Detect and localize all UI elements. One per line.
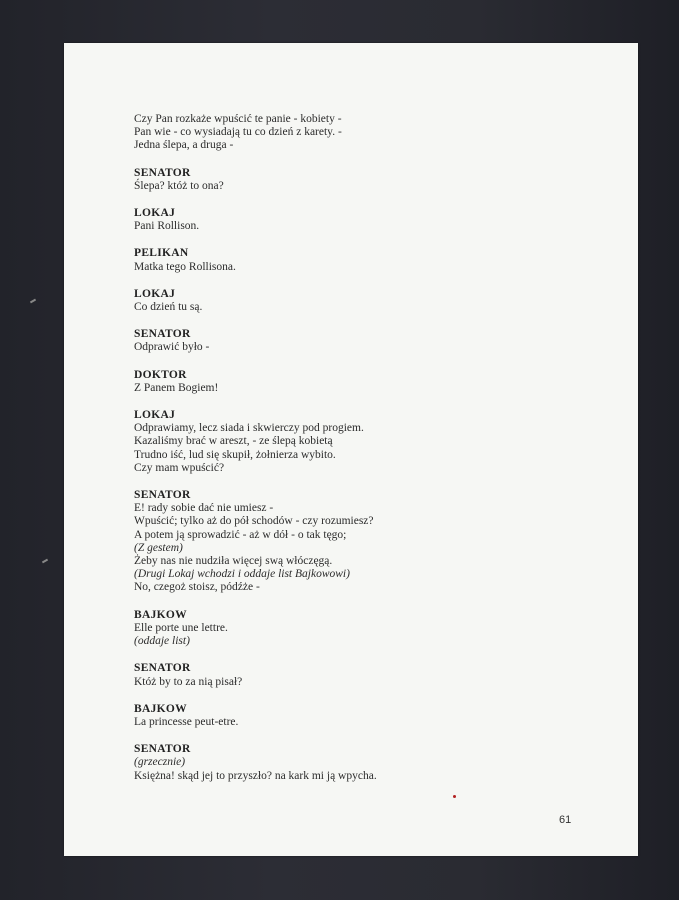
document-page	[64, 43, 638, 856]
speaker-name: LOKAJ	[134, 207, 176, 220]
dialogue-line: No, czegoż stoisz, pódźże -	[134, 581, 260, 594]
dialogue-line: A potem ją sprowadzić - aż w dół - o tak tęgo;	[134, 528, 347, 541]
speaker-name: SENATOR	[134, 328, 191, 341]
dialogue-line: Co dzień tu są.	[134, 301, 203, 314]
dialogue-line: Kazaliśmy brać w areszt, - ze ślepą kobietą	[134, 435, 333, 448]
stage-direction: (oddaje list)	[134, 635, 190, 648]
dialogue-line: Jedna ślepa, a druga -	[134, 139, 234, 152]
ink-dot	[453, 795, 456, 798]
dialogue-line: Pan wie - co wysiadają tu co dzień z karety. -	[134, 126, 342, 139]
speaker-name: LOKAJ	[134, 287, 176, 300]
dialogue-line: Wpuścić; tylko aż do pół schodów - czy rozumiesz?	[134, 515, 374, 528]
dialogue-line: Trudno iść, lud się skupił, żołnierza wybito.	[134, 448, 336, 461]
dialogue-line: Matka tego Rollisona.	[134, 260, 236, 273]
dialogue-line: E! rady sobie dać nie umiesz -	[134, 502, 274, 515]
dialogue-line: Ślepa? któż to ona?	[134, 179, 224, 192]
speaker-name: SENATOR	[134, 166, 191, 179]
dialogue-line: Czy mam wpuścić?	[134, 461, 225, 474]
dialogue-line: Elle porte une lettre.	[134, 621, 228, 634]
dialogue-line: Odprawiamy, lecz siada i skwierczy pod progiem.	[134, 422, 364, 435]
dialogue-line: Któż by to za nią pisał?	[134, 675, 243, 688]
dialogue-line: Pani Rollison.	[134, 220, 200, 233]
dialogue-line: Odprawić było -	[134, 341, 210, 354]
speaker-name: SENATOR	[134, 743, 191, 756]
play-text	[134, 113, 594, 783]
speaker-name: PELIKAN	[134, 247, 189, 260]
dialogue-line: Księżna! skąd jej to przyszło? na kark mi ją wpycha.	[134, 769, 377, 782]
speaker-name: DOKTOR	[134, 368, 187, 381]
dialogue-line: La princesse peut-etre.	[134, 715, 239, 728]
dialogue-line: Czy Pan rozkaże wpuścić te panie - kobiety -	[134, 113, 342, 125]
dialogue-line: Z Panem Bogiem!	[134, 381, 219, 394]
speaker-name: BAJKOW	[134, 702, 187, 715]
speaker-name: SENATOR	[134, 662, 191, 675]
stage-direction: (Z gestem)	[134, 541, 183, 554]
speaker-name: LOKAJ	[134, 409, 176, 422]
speaker-name: SENATOR	[134, 489, 191, 502]
stage-direction: (Drugi Lokaj wchodzi i oddaje list Bajkowowi)	[134, 568, 350, 581]
dialogue-line: Żeby nas nie nudziła więcej swą włóczęgą.	[134, 555, 333, 568]
speaker-name: BAJKOW	[134, 608, 187, 621]
stage-direction: (grzecznie)	[134, 756, 186, 769]
page-number: 61	[559, 814, 572, 826]
